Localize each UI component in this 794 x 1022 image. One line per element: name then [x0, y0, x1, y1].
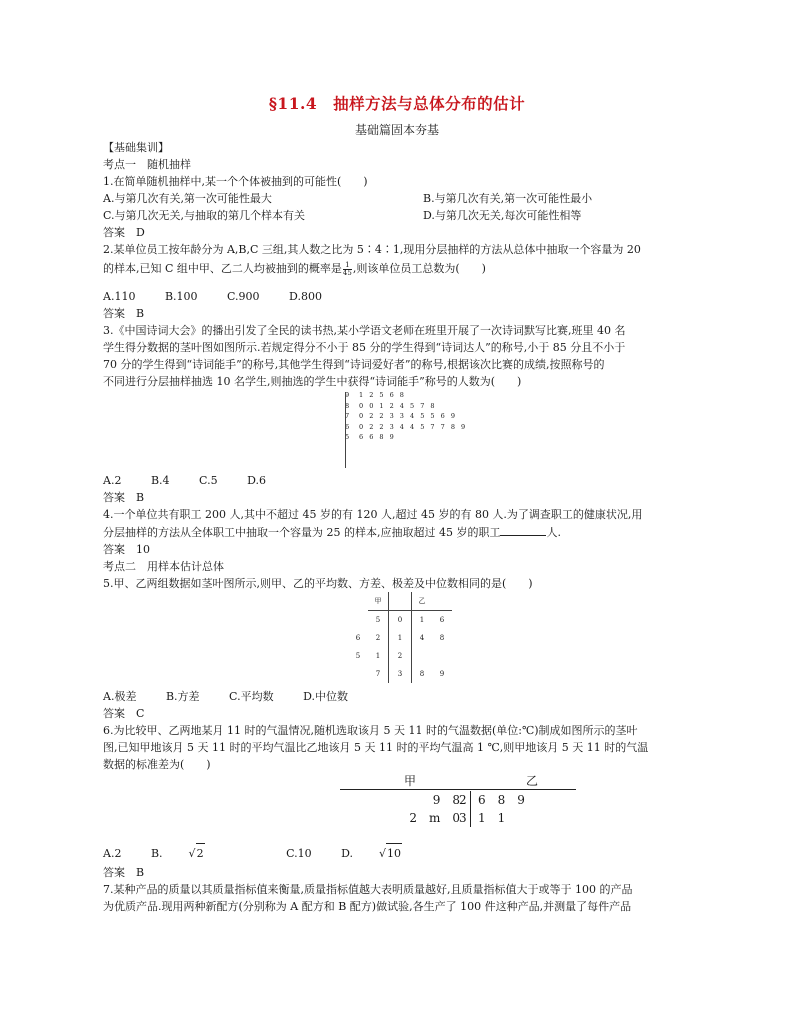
leaf-right: 8 — [439, 634, 445, 642]
option-b: B.100 — [164, 290, 198, 303]
question-6-options — [103, 843, 693, 864]
option-d: D.800 — [289, 290, 322, 303]
fraction — [343, 262, 352, 277]
option-b-label: B. — [150, 847, 163, 860]
stem-divider — [470, 791, 471, 827]
leaf-right: 6 8 9 — [478, 793, 525, 807]
leaf-right: 1 1 — [478, 811, 506, 825]
answer-blank — [500, 523, 546, 536]
option-c: C.900 — [227, 290, 260, 303]
stem-leaf-plot-scores — [345, 390, 485, 472]
leaf-values: 6 6 8 9 — [359, 433, 396, 441]
option-c: C.5 — [199, 474, 218, 487]
fraction-numerator: 1 — [343, 262, 352, 270]
stem-leaf-table — [348, 592, 452, 683]
stem-leaf-plot-groups — [348, 592, 508, 688]
stem-divider — [345, 392, 346, 468]
answer-4: 答案 10 — [103, 543, 150, 556]
stem-row — [345, 411, 485, 422]
option-d: D.6 — [247, 474, 267, 487]
sqrt-symbol: √2 — [189, 843, 231, 864]
leaf-right: 8 — [419, 670, 425, 678]
group-jia-label: 甲 — [404, 774, 417, 788]
question-4-line2 — [103, 523, 693, 541]
question-3-line4: 不同进行分层抽样抽选 10 名学生,则抽选的学生中获得“诗词能手”称号的人数为( ) — [103, 375, 522, 388]
leaf-left: 6 — [355, 634, 361, 642]
radicand: 10 — [386, 843, 402, 864]
header-divider — [340, 789, 576, 790]
option-d: D.与第几次无关,每次可能性相等 — [423, 209, 582, 222]
stem-row — [345, 432, 485, 443]
stem-row — [348, 611, 452, 630]
leaf-values: 0 2 2 3 3 4 5 5 6 9 — [359, 412, 457, 420]
leaf-left: 1 — [375, 652, 381, 660]
page-title: §11.4 抽样方法与总体分布的估计 — [268, 94, 526, 113]
question-1: 1.在简单随机抽样中,某一个个体被抽到的可能性( ) — [103, 175, 368, 188]
question-3-options — [103, 472, 693, 489]
stem-value: 0 — [389, 611, 412, 630]
question-1-options-row1 — [103, 190, 693, 207]
option-d: D.中位数 — [303, 690, 349, 703]
question-3-line2: 学生得分数据的茎叶图如图所示.若规定得分不小于 85 分的学生得到“诗词达人”的称号,小于 85 分且不小于 — [103, 341, 626, 354]
leaf-left — [348, 665, 368, 683]
question-6-line3: 数据的标准差为( ) — [103, 758, 211, 771]
question-6-line2: 图,已知甲地该月 5 天 11 时的平均气温比乙地该月 5 天 11 时的平均气温高 1 ℃,则甲地该月 5 天 11 时的气温 — [103, 741, 649, 754]
question-4-text: 分层抽样的方法从全体职工中抽取一个容量为 25 的样本,应抽取超过 45 岁的职工 — [103, 526, 501, 539]
document-content — [103, 139, 693, 915]
leaf-left: 2 — [375, 634, 381, 642]
question-5-options — [103, 688, 693, 705]
question-7-line2: 为优质产品.现用两种新配方(分别称为 A 配方和 B 配方)做试验,各生产了 100 件这种产品,并测量了每件产品 — [103, 900, 632, 913]
leaf-right — [432, 647, 452, 665]
stem-value: 3 — [459, 811, 467, 825]
header-row — [348, 592, 452, 611]
leaf-right: 1 — [419, 616, 425, 624]
stem-value: 3 — [389, 665, 412, 683]
topic-heading-2: 考点二 用样本估计总体 — [103, 560, 224, 573]
question-1-options-row2 — [103, 207, 693, 224]
stem-row — [345, 401, 485, 412]
question-4-line1: 4.一个单位共有职工 200 人,其中不超过 45 岁的有 120 人,超过 45 岁的有 80 人.为了调查职工的健康状况,用 — [103, 508, 643, 521]
stem-value: 5 — [345, 433, 350, 441]
option-a: A.2 — [103, 847, 122, 860]
answer-1: 答案 D — [103, 226, 145, 239]
stem-value: 2 — [459, 793, 467, 807]
leaf-values: 1 2 5 6 8 — [359, 391, 406, 399]
option-b: B.方差 — [165, 690, 200, 703]
sqrt-symbol: √10 — [379, 843, 428, 864]
page-subtitle: 基础篇固本夯基 — [354, 123, 439, 137]
stem-value: 9 — [345, 391, 350, 399]
section-label: 【基础集训】 — [103, 141, 169, 154]
stem-value: 7 — [345, 412, 350, 420]
fraction-denominator: 45 — [342, 268, 352, 277]
option-c: C.平均数 — [229, 690, 274, 703]
leaf-right — [412, 647, 433, 665]
question-2-line1: 2.某单位员工按年龄分为 A,B,C 三组,其人数之比为 5∶4∶1,现用分层抽样的方法从总体中抽取一个容量为 20 — [103, 243, 641, 256]
question-2-text: 的样本,已知 C 组中甲、乙二人均被抽到的概率是 — [103, 262, 342, 275]
answer-6: 答案 B — [103, 866, 145, 879]
question-4-text-end: 人. — [546, 526, 561, 539]
leaf-left: 2 m 0 — [409, 811, 460, 825]
leaf-right: 9 — [439, 670, 445, 678]
stem-row — [348, 629, 452, 647]
answer-5: 答案 C — [103, 707, 145, 720]
leaf-values: 0 2 2 3 4 4 5 7 7 8 9 — [359, 422, 468, 431]
leaf-left: 5 — [355, 652, 361, 660]
answer-2: 答案 B — [103, 307, 145, 320]
option-a: A.极差 — [103, 690, 137, 703]
radicand: 2 — [196, 843, 205, 864]
group-jia-label: 甲 — [368, 592, 389, 611]
question-2-line2 — [103, 258, 693, 280]
stem-row — [348, 665, 452, 683]
leaf-right: 4 — [419, 634, 425, 642]
leaf-left: 9 8 — [432, 793, 460, 807]
option-a: A.与第几次有关,第一次可能性最大 — [103, 192, 272, 205]
leaf-right: 6 — [439, 616, 445, 624]
stem-value: 1 — [389, 629, 412, 647]
leaf-values: 0 0 1 2 4 5 7 8 — [359, 401, 437, 410]
option-d-label: D. — [341, 847, 354, 860]
stem-value: 2 — [389, 647, 412, 665]
option-b — [151, 843, 257, 864]
stem-row — [345, 390, 485, 401]
stem-value: 6 — [345, 422, 350, 431]
question-6-line1: 6.为比较甲、乙两地某月 11 时的气温情况,随机选取该月 5 天 11 时的气温数据(单位:℃)制成如图所示的茎叶 — [103, 724, 638, 737]
option-c: C.与第几次无关,与抽取的第几个样本有关 — [103, 209, 306, 222]
option-b: B.与第几次有关,第一次可能性最小 — [423, 192, 593, 205]
option-b: B.4 — [150, 474, 170, 487]
question-3-line3: 70 分的学生得到“诗词能手”的称号,其他学生得到“诗词爱好者”的称号,根据该次比赛的成绩,按照称号的 — [103, 358, 605, 371]
leaf-left: 7 — [375, 670, 381, 678]
stem-value: 8 — [345, 401, 350, 410]
question-5: 5.甲、乙两组数据如茎叶图所示,则甲、乙的平均数、方差、极差及中位数相同的是( ) — [103, 577, 533, 590]
stem-row — [345, 422, 485, 433]
topic-heading-1: 考点一 随机抽样 — [103, 158, 191, 171]
question-3-line1: 3.《中国诗词大会》的播出引发了全民的读书热,某小学语文老师在班里开展了一次诗词默写比赛,班里 40 名 — [103, 324, 626, 337]
leaf-left: 5 — [375, 616, 381, 624]
question-2-options — [103, 288, 693, 305]
leaf-left — [348, 611, 368, 630]
option-c: C.10 — [286, 847, 312, 860]
option-a: A.2 — [103, 474, 122, 487]
stem-row — [348, 647, 452, 665]
stem-leaf-plot-temperature — [340, 773, 590, 843]
option-d — [341, 843, 454, 864]
question-2-text-end: ,则该单位员工总数为( ) — [352, 262, 486, 275]
group-yi-label: 乙 — [526, 774, 539, 788]
question-7-line1: 7.某种产品的质量以其质量指标值来衡量,质量指标值越大表明质量越好,且质量指标值大于或等于 100 的产品 — [103, 883, 633, 896]
answer-3: 答案 B — [103, 491, 145, 504]
option-a: A.110 — [103, 290, 136, 303]
group-yi-label: 乙 — [412, 592, 433, 611]
